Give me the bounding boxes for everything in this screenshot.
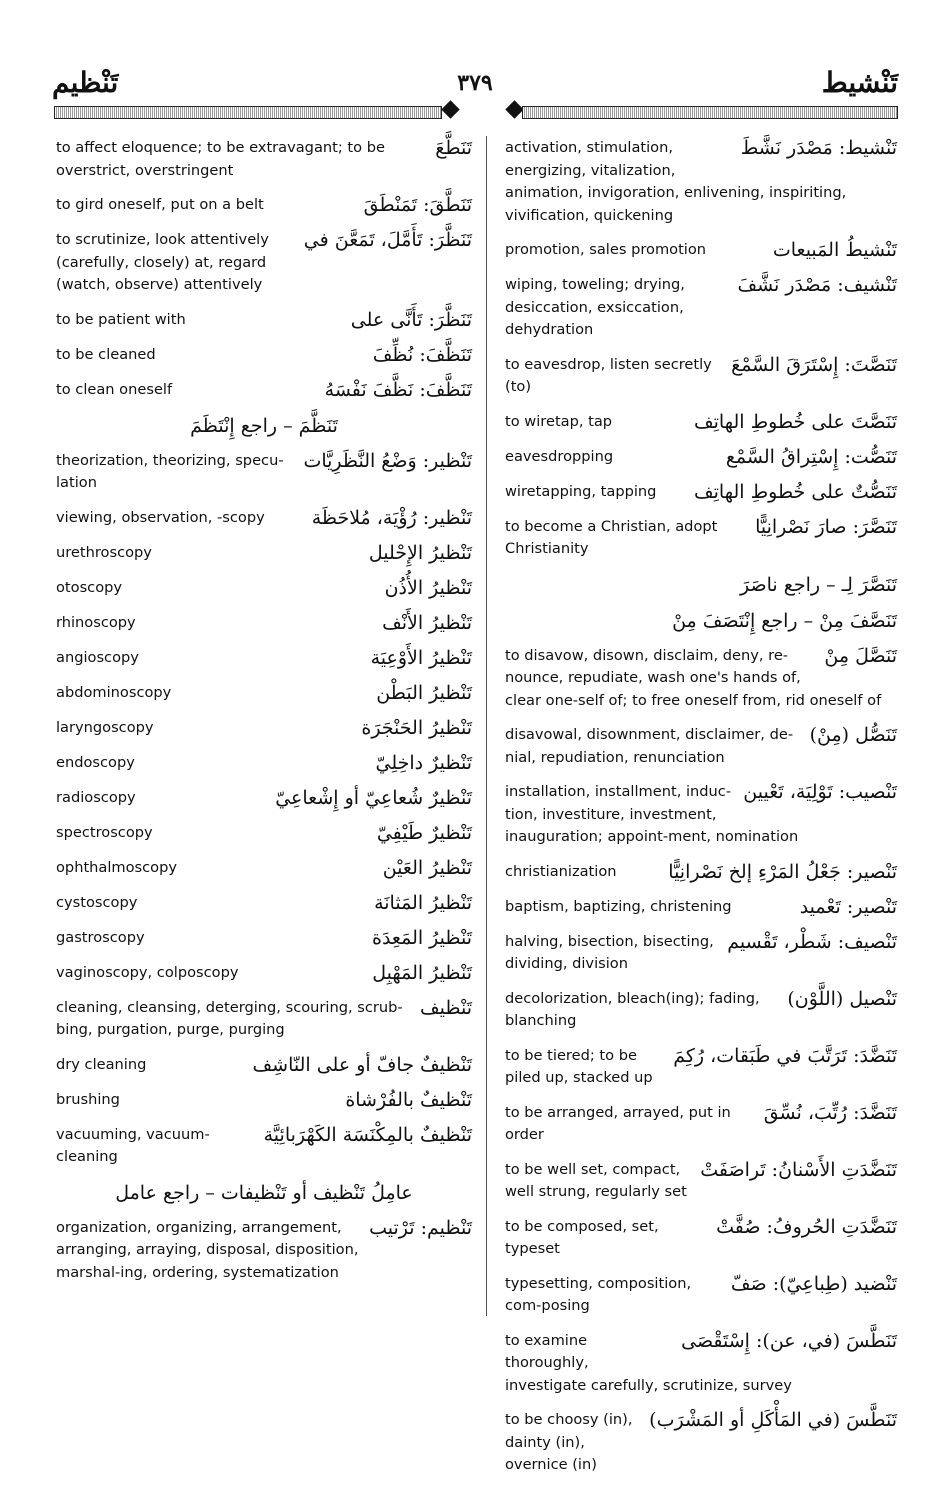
english-definition: to be arranged, arrayed, put in order: [505, 1103, 731, 1143]
arabic-headword: تَنْظيرٌ طَيْفِيّ: [376, 821, 472, 844]
english-definition: organization, organizing, arrangement, arranging, arraying, disposal, disposition, marshal-ing, ordering, systematization: [56, 1218, 359, 1281]
english-definition: to be tiered; to be piled up, stacked up: [505, 1046, 653, 1086]
dictionary-entry: [56, 137, 472, 182]
guide-word-right: تَنْشيط: [821, 66, 898, 99]
header-diamond-ornament-right: [505, 100, 523, 118]
arabic-headword: تَنْظيرُ الحَنْجَرَة: [361, 716, 472, 739]
dictionary-entry: [505, 1102, 897, 1147]
arabic-headword: تَنَضَّدَتِ الأَسْنانُ: تَراصَفَتْ: [700, 1158, 897, 1181]
arabic-headword: تَنَظَّرَ: تَأَمَّلَ، تَمَعَّنَ في: [303, 229, 472, 251]
dictionary-entry: [56, 787, 472, 810]
dictionary-entry: [56, 647, 472, 670]
dictionary-entry: [56, 962, 472, 985]
arabic-headword: تَنْظيرُ الإِحْليل: [368, 541, 472, 564]
dictionary-entry: [56, 507, 472, 530]
english-definition: to eavesdrop, listen secretly (to): [505, 355, 712, 395]
arabic-headword: تَنَظَّفَ: نُظِّفَ: [372, 343, 472, 366]
arabic-headword: تَنْظيفٌ بالفُرْشاة: [345, 1088, 472, 1111]
english-definition: radioscopy: [56, 788, 136, 806]
cross-reference: تَنَصَّفَ مِنْ – راجع إِنْتَصَفَ مِنْ: [672, 609, 897, 632]
arabic-headword: تَنْصيف: شَطْر، تَقْسيم: [727, 930, 897, 953]
dictionary-entry: [505, 724, 897, 769]
arabic-headword: تَنْشيط: مَصْدَر نَشَّطَ: [740, 137, 897, 159]
english-definition: dry cleaning: [56, 1055, 147, 1073]
dictionary-entry: [56, 309, 472, 332]
page-number: ٣٧٩: [457, 70, 493, 96]
arabic-headword: تَنْظيرُ المَعِدَة: [371, 926, 472, 949]
english-definition: abdominoscopy: [56, 683, 172, 701]
arabic-headword: تَنَصُّتٌ على خُطوطِ الهاتِف: [693, 480, 897, 503]
header-diamond-ornament-left: [441, 100, 459, 118]
arabic-headword: تَنْظيفٌ جافّ أو على النّاشِف: [252, 1053, 472, 1076]
dictionary-entry: [56, 612, 472, 635]
arabic-headword: تَنَصُّت: إِسْتِراقُ السَّمْع: [725, 445, 897, 468]
dictionary-entry: [505, 516, 897, 561]
english-definition: disavowal, disownment, disclaimer, de-nial, repudiation, renunciation: [505, 726, 794, 766]
arabic-headword: تَنْصير: جَعْلُ المَرْءِ إلخ نَصْرانِيًّا: [668, 860, 897, 883]
english-definition: to be patient with: [56, 310, 186, 328]
english-definition: typesetting, composition, com-posing: [505, 1274, 692, 1314]
arabic-headword: تَنْظيفٌ بالمِكْنَسَة الكَهْرَبائِيَّة: [263, 1123, 472, 1146]
dictionary-entry: [56, 927, 472, 950]
guide-word-left: تَنْظيم: [52, 66, 119, 99]
cross-reference: تَنَظَّمَ – راجع إِنْتَظَمَ: [190, 414, 338, 437]
dictionary-entry: [505, 481, 897, 504]
left-column: [56, 137, 472, 1296]
column-divider: [486, 136, 487, 1316]
english-definition: to clean oneself: [56, 380, 173, 398]
dictionary-entry: [56, 892, 472, 915]
dictionary-entry: [505, 1409, 897, 1477]
dictionary-entry: [56, 857, 472, 880]
dictionary-entry: [56, 577, 472, 600]
dictionary-entry: [56, 450, 472, 495]
english-definition: wiretapping, tapping: [505, 482, 657, 500]
english-definition: to be well set, compact, well strung, regularly set: [505, 1160, 687, 1200]
arabic-headword: تَنَطَّسَ (في المَأْكَلِ أو المَشْرَب): [649, 1409, 897, 1431]
arabic-headword: تَنْظيرُ الأَوْعِيَة: [370, 646, 472, 669]
english-definition: otoscopy: [56, 578, 123, 596]
english-definition: cystoscopy: [56, 893, 138, 911]
dictionary-entry: [505, 1045, 897, 1090]
cross-reference: تَنَصَّرَ لِـ – راجع ناصَرَ: [739, 573, 897, 596]
arabic-headword: تَنْظيرُ الأَنْف: [382, 611, 472, 634]
english-definition: endoscopy: [56, 753, 135, 771]
arabic-headword: تَنَصُّل (مِنْ): [809, 724, 897, 746]
english-definition: to affect eloquence; to be extravagant; to be overstrict, overstringent: [56, 139, 385, 179]
arabic-headword: تَنْظير: وَضْعُ النَّظَرِيَّات: [303, 449, 472, 472]
dictionary-entry: [505, 274, 897, 342]
english-definition: wiping, toweling; drying, desiccation, exsiccation, dehydration: [505, 276, 685, 338]
english-definition: rhinoscopy: [56, 613, 136, 631]
arabic-headword: تَنْظيم: تَرْتيب: [369, 1216, 472, 1239]
arabic-headword: تَنَصَّتَ على خُطوطِ الهاتِف: [693, 410, 897, 433]
arabic-headword: تَنَظَّرَ: تَأَنَّى على: [350, 308, 472, 331]
right-column: [505, 137, 897, 1489]
dictionary-entry: [505, 1216, 897, 1261]
dictionary-entry: [56, 1089, 472, 1112]
dictionary-entry: [505, 645, 897, 713]
english-definition: spectroscopy: [56, 823, 153, 841]
english-definition: promotion, sales promotion: [505, 241, 707, 258]
arabic-headword: تَنَطَّقَ: تَمَنْطَقَ: [363, 194, 472, 216]
arabic-headword: تَنَضَّدَتِ الحُروفُ: صُفَّتْ: [716, 1215, 897, 1238]
english-definition: baptism, baptizing, christening: [505, 897, 732, 915]
dictionary-entry: [505, 1159, 897, 1204]
dictionary-entry: [56, 822, 472, 845]
header-ornament-band-left: [54, 106, 442, 119]
arabic-headword: تَنْصيل (اللَّوْن): [787, 987, 897, 1010]
dictionary-entry: [505, 861, 897, 884]
dictionary-entry: [505, 988, 897, 1033]
arabic-headword: تَنْظيرُ الأُذُن: [384, 576, 472, 599]
english-definition: decolorization, bleach(ing); fading, blanching: [505, 989, 760, 1029]
dictionary-entry: [505, 137, 897, 227]
english-definition: theorization, theorizing, specu-lation: [56, 451, 284, 491]
english-definition: urethroscopy: [56, 543, 152, 561]
english-definition: vaginoscopy, colposcopy: [56, 963, 239, 981]
english-definition: to wiretap, tap: [505, 412, 613, 430]
english-definition: to gird oneself, put on a belt: [56, 196, 264, 213]
english-definition: to examine thoroughly, investigate carefully, scrutinize, survey: [505, 1331, 792, 1394]
header-ornament-band-right: [522, 106, 898, 119]
arabic-headword: تَنَطَّعَ: [435, 137, 472, 159]
english-definition: activation, stimulation, energizing, vitalization, animation, invigoration, enlivening, inspiriting, vivification, quickening: [505, 139, 847, 224]
arabic-headword: تَنْضيد (طِباعِيّ): صَفّ: [730, 1272, 897, 1295]
arabic-headword: تَنْظيرُ العَيْن: [382, 856, 472, 879]
english-definition: to be cleaned: [56, 345, 156, 363]
arabic-headword: تَنْشيف: مَصْدَر نَشَّفَ: [737, 274, 897, 296]
arabic-headword: تَنْظيرٌ شُعاعِيّ أو إِشْعاعِيّ: [275, 786, 472, 809]
dictionary-entry: [56, 344, 472, 367]
english-definition: laryngoscopy: [56, 718, 154, 736]
english-definition: vacuuming, vacuum-cleaning: [56, 1125, 210, 1165]
dictionary-entry: [505, 931, 897, 976]
dictionary-entry: [56, 682, 472, 705]
dictionary-entry: [56, 229, 472, 297]
arabic-headword: تَنْظير: رُؤْيَة، مُلاحَظَة: [311, 506, 472, 529]
arabic-headword: تَنَصَّتَ: إِسْتَرَقَ السَّمْعَ: [731, 353, 897, 376]
dictionary-entry: [505, 1330, 897, 1398]
english-definition: cleaning, cleansing, deterging, scouring, scrub-bing, purgation, purge, purging: [56, 998, 403, 1038]
arabic-headword: تَنَطَّسَ (في، عن): إِسْتَقْصَى: [681, 1329, 897, 1352]
arabic-headword: تَنَصَّرَ: صارَ نَصْرانِيًّا: [755, 515, 897, 538]
english-definition: installation, installment, induc-tion, investiture, investment, inauguration; appoint-ment, nomination: [505, 783, 799, 845]
english-definition: to be composed, set, typeset: [505, 1217, 659, 1257]
dictionary-entry: [56, 1054, 472, 1077]
dictionary-entry: [56, 997, 472, 1042]
english-definition: to disavow, disown, disclaim, deny, re-nounce, repudiate, wash one's hands of, clear one-self of; to free oneself from, rid oneself of: [505, 646, 882, 709]
english-definition: christianization: [505, 862, 617, 880]
dictionary-entry: [56, 752, 472, 775]
dictionary-entry: [505, 1273, 897, 1318]
arabic-headword: تَنْظيرُ المَثانَة: [374, 891, 472, 914]
arabic-headword: تَنَظَّفَ: نَظَّفَ نَفْسَهُ: [324, 378, 472, 401]
arabic-headword: تَنْظيرُ المَهْبِل: [372, 961, 472, 984]
dictionary-entry: [505, 239, 897, 262]
arabic-headword: تَنْظيف: [419, 996, 472, 1019]
arabic-headword: تَنْظيرٌ داخِلِيّ: [375, 751, 472, 774]
dictionary-entry: [505, 354, 897, 399]
arabic-headword: تَنْصير: تَعْميد: [799, 895, 897, 918]
english-definition: halving, bisection, bisecting, dividing, division: [505, 932, 714, 972]
dictionary-entry: [505, 411, 897, 434]
dictionary-entry: [56, 379, 472, 402]
dictionary-entry: [505, 446, 897, 469]
english-definition: ophthalmoscopy: [56, 858, 178, 876]
english-definition: angioscopy: [56, 648, 139, 666]
english-definition: eavesdropping: [505, 447, 614, 465]
english-definition: to be choosy (in), dainty (in), overnice (in): [505, 1411, 633, 1473]
english-definition: to scrutinize, look attentively (carefully, closely) at, regard (watch, observe) attentively: [56, 231, 269, 293]
dictionary-entry: [505, 896, 897, 919]
dictionary-entry: [56, 1124, 472, 1169]
arabic-headword: تَنْظيرُ البَطْن: [376, 681, 472, 704]
dictionary-entry: [505, 781, 897, 849]
dictionary-entry: [56, 717, 472, 740]
arabic-headword: تَنَضَّدَ: تَرَتَّبَ في طَبَقات، رُكِمَ: [673, 1044, 897, 1067]
dictionary-entry: [56, 194, 472, 217]
arabic-headword: تَنْشيطُ المَبيعات: [772, 239, 897, 261]
cross-reference: عامِلُ تَنْظيف أو تَنْظيفات – راجع عامل: [115, 1181, 413, 1204]
dictionary-entry: [56, 542, 472, 565]
english-definition: to become a Christian, adopt Christianity: [505, 517, 718, 557]
arabic-headword: تَنَضَّدَ: رُتِّبَ، نُسِّقَ: [763, 1101, 897, 1124]
arabic-headword: تَنْصيب: تَوْلِيَة، تَعْيين: [743, 781, 897, 803]
arabic-headword: تَنَصَّلَ مِنْ: [824, 644, 897, 667]
dictionary-entry: [56, 1217, 472, 1285]
english-definition: viewing, observation, -scopy: [56, 508, 265, 526]
english-definition: brushing: [56, 1090, 120, 1108]
english-definition: gastroscopy: [56, 928, 145, 946]
